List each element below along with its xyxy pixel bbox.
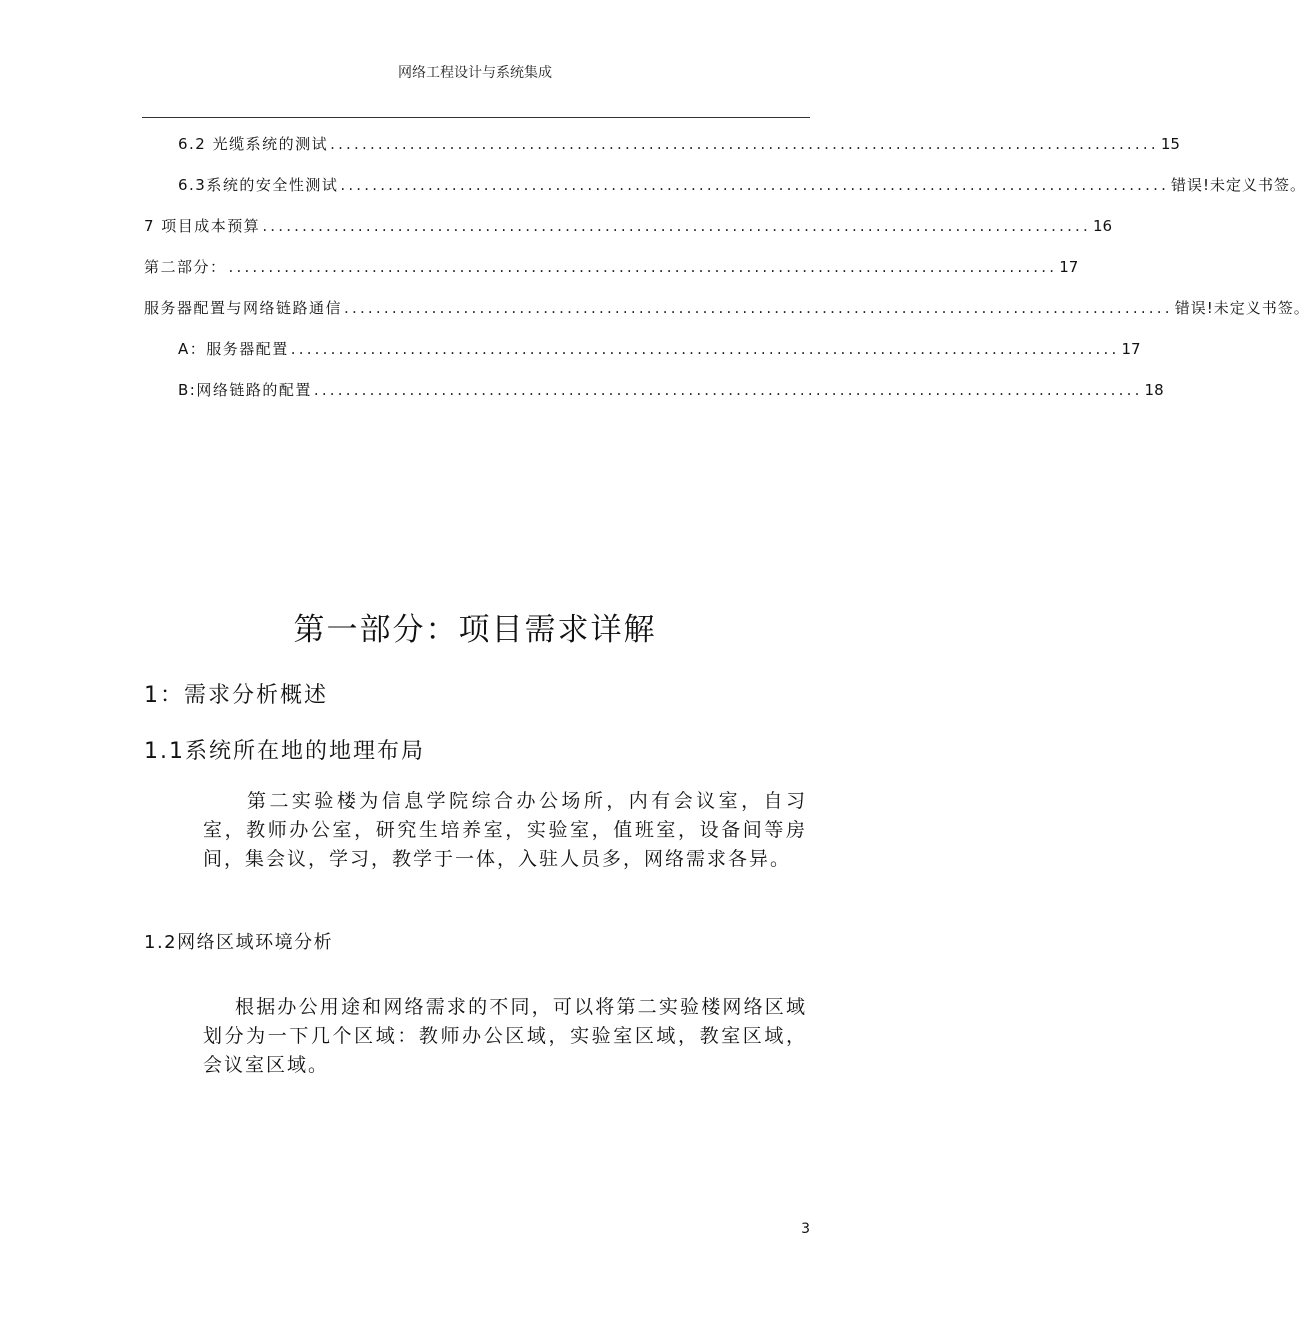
header-divider — [142, 117, 810, 118]
toc-leader-dots: ........................................................................................................ — [290, 340, 1120, 358]
section-heading: 1：需求分析概述 — [144, 683, 328, 708]
running-header: 网络工程设计与系统集成 — [398, 65, 552, 81]
body-paragraph: 根据办公用途和网络需求的不同，可以将第二实验楼网络区域划分为一下几个区域：教师办公区域，实验室区域，教室区域，会议室区域。 — [203, 996, 807, 1076]
toc-entry[interactable] — [178, 133, 1180, 155]
toc-entry-label: 6.2 光缆系统的测试 — [178, 135, 329, 153]
subsection-heading: 1.2网络区域环境分析 — [144, 932, 334, 953]
toc-leader-dots: ........................................................................................................ — [330, 135, 1159, 153]
toc-entry-label: 6.3系统的安全性测试 — [178, 176, 339, 194]
toc-entry[interactable] — [178, 174, 1307, 196]
toc-leader-dots: ........................................................................................................ — [228, 258, 1058, 276]
toc-entry-page: 18 — [1144, 381, 1164, 399]
toc-entry-label: 7 项目成本预算 — [144, 217, 261, 235]
toc-entry-page: 17 — [1059, 258, 1079, 276]
part-title: 第一部分：项目需求详解 — [293, 612, 657, 648]
subsection-heading: 1.1系统所在地的地理布局 — [144, 739, 425, 764]
page-number: 3 — [801, 1221, 810, 1237]
toc-entry[interactable] — [144, 256, 1079, 278]
toc-entry-page: 16 — [1093, 217, 1113, 235]
toc-leader-dots: ........................................................................................................ — [262, 217, 1091, 235]
toc-entry-label: A：服务器配置 — [178, 340, 289, 358]
body-paragraph: 第二实验楼为信息学院综合办公场所，内有会议室，自习室，教师办公室，研究生培养室，实验室，值班室，设备间等房间，集会议，学习，教学于一体，入驻人员多，网络需求各异。 — [203, 790, 807, 870]
toc-entry[interactable] — [178, 338, 1141, 360]
toc-entry-page: 错误!未定义书签。 — [1171, 176, 1307, 194]
toc-entry-page: 17 — [1121, 340, 1141, 358]
toc-entry-label: B:网络链路的配置 — [178, 381, 312, 399]
toc-entry-page: 错误!未定义书签。 — [1174, 299, 1310, 317]
toc-entry[interactable] — [178, 379, 1164, 401]
toc-leader-dots: ........................................................................................................ — [340, 176, 1170, 194]
toc-leader-dots: ........................................................................................................ — [313, 381, 1143, 399]
toc-entry[interactable] — [144, 297, 1310, 319]
toc-entry-page: 15 — [1160, 135, 1180, 153]
toc-entry[interactable] — [144, 215, 1113, 237]
toc-leader-dots: ........................................................................................................ — [344, 299, 1173, 317]
toc-entry-label: 服务器配置与网络链路通信 — [144, 299, 343, 317]
toc-entry-label: 第二部分： — [144, 258, 227, 276]
